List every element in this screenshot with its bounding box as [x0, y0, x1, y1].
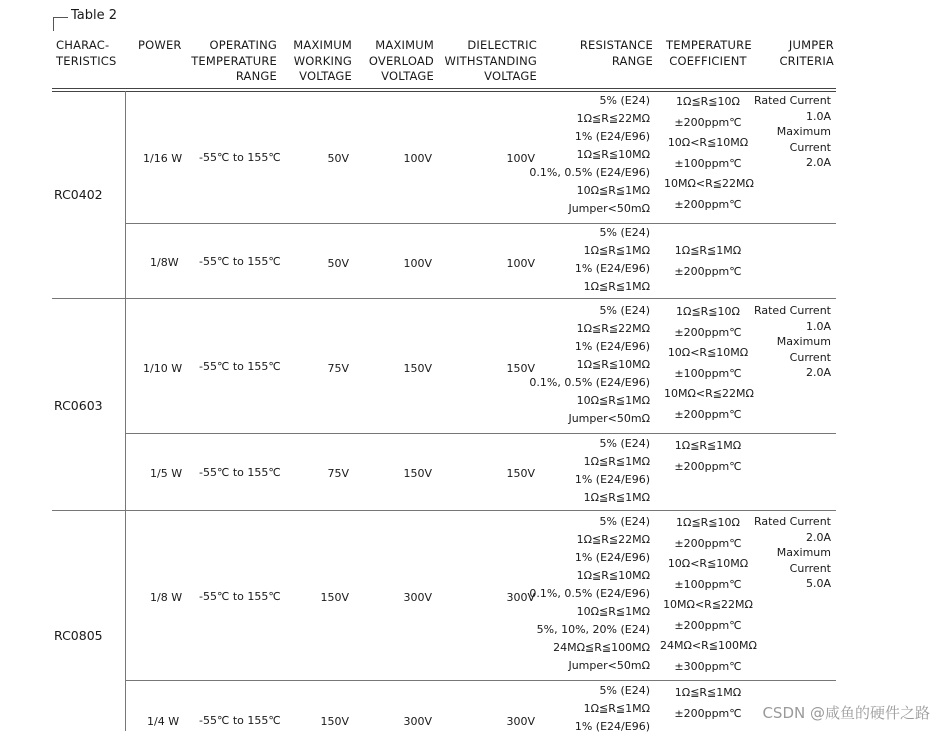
max-overload-voltage: 150V — [403, 362, 432, 375]
temperature-range: -55℃ to 155℃ — [199, 255, 281, 268]
resistance-range-list: 5% (E24) 1Ω≦R≦1MΩ 1% (E24/E96) 1Ω≦R≦1MΩ — [574, 437, 650, 504]
dielectric-voltage: 100V — [506, 152, 535, 165]
power-value: 1/8W — [150, 256, 179, 269]
row-divider — [126, 223, 836, 224]
max-working-voltage: 50V — [327, 152, 349, 165]
temperature-range: -55℃ to 155℃ — [199, 714, 281, 727]
temperature-coefficient-list: 1Ω≦R≦10Ω ±200ppm℃ 10Ω<R≦10MΩ ±100ppm℃ 10MΩ<R≦22MΩ ±200ppm℃ 24MΩ<R≦100MΩ ±300ppm℃ — [660, 516, 757, 673]
temperature-range: -55℃ to 155℃ — [199, 360, 281, 373]
dielectric-voltage: 100V — [506, 257, 535, 270]
max-overload-voltage: 300V — [403, 715, 432, 728]
dielectric-voltage: 300V — [506, 715, 535, 728]
power-value: 1/10 W — [143, 362, 183, 375]
resistance-range-list: 5% (E24) 1Ω≦R≦22MΩ 1% (E24/E96) 1Ω≦R≦10MΩ 0.1%, 0.5% (E24/E96) 10Ω≦R≦1MΩ Jumper<50mΩ — [529, 94, 650, 215]
header-max-overload-voltage: MAXIMUM OVERLOAD VOLTAGE — [368, 38, 434, 83]
temperature-range: -55℃ to 155℃ — [199, 151, 281, 164]
header-power: POWER — [138, 38, 182, 52]
dielectric-voltage: 300V — [506, 591, 535, 604]
dielectric-voltage: 150V — [506, 362, 535, 375]
max-overload-voltage: 100V — [403, 152, 432, 165]
max-overload-voltage: 300V — [403, 591, 432, 604]
max-working-voltage: 50V — [327, 257, 349, 270]
max-working-voltage: 75V — [327, 362, 349, 375]
header-jumper-criteria: JUMPER CRITERIA — [779, 38, 834, 68]
resistance-range-list: 5% (E24) 1Ω≦R≦22MΩ 1% (E24/E96) 1Ω≦R≦10MΩ 0.1%, 0.5% (E24/E96) 10Ω≦R≦1MΩ Jumper<50mΩ — [529, 304, 650, 425]
max-working-voltage: 150V — [320, 591, 349, 604]
temperature-coefficient-list: 1Ω≦R≦10Ω ±200ppm℃ 10Ω<R≦10MΩ ±100ppm℃ 10MΩ<R≦22MΩ ±200ppm℃ — [664, 305, 754, 421]
temperature-coefficient-list: 1Ω≦R≦1MΩ ±200ppm℃ — [674, 686, 742, 720]
resistance-range-list: 5% (E24) 1Ω≦R≦22MΩ 1% (E24/E96) 1Ω≦R≦10MΩ 0.1%, 0.5% (E24/E96) 10Ω≦R≦1MΩ 5%, 10%, 20% (E24) 24MΩ≦R≦100MΩ Jumper<50mΩ — [529, 515, 650, 672]
header-max-working-voltage: MAXIMUM WORKING VOLTAGE — [293, 38, 352, 83]
jumper-criteria-list: Rated Current 1.0A Maximum Current 2.0A — [753, 94, 831, 169]
group-divider — [52, 510, 836, 511]
jumper-criteria-list: Rated Current 2.0A Maximum Current 5.0A — [753, 515, 831, 590]
header-operating-temperature: OPERATING TEMPERATURE RANGE — [191, 38, 277, 83]
group-divider — [52, 298, 836, 299]
type-label-rc0402: RC0402 — [54, 187, 103, 202]
power-value: 1/5 W — [150, 467, 183, 480]
type-column-divider — [125, 91, 126, 731]
header-characteristics: CHARAC- TERISTICS — [56, 38, 117, 68]
header-temperature-coefficient: TEMPERATURE COEFFICIENT — [666, 38, 752, 68]
power-value: 1/4 W — [147, 715, 180, 728]
type-label-rc0805: RC0805 — [54, 628, 103, 643]
row-divider — [126, 433, 836, 434]
max-working-voltage: 75V — [327, 467, 349, 480]
resistance-range-list: 5% (E24) 1Ω≦R≦1MΩ 1% (E24/E96) 1Ω≦R≦1MΩ — [574, 226, 650, 293]
temperature-coefficient-list: 1Ω≦R≦1MΩ ±200ppm℃ — [674, 244, 742, 278]
max-working-voltage: 150V — [320, 715, 349, 728]
power-value: 1/8 W — [150, 591, 183, 604]
temperature-coefficient-list: 1Ω≦R≦10Ω ±200ppm℃ 10Ω<R≦10MΩ ±100ppm℃ 10MΩ<R≦22MΩ ±200ppm℃ — [664, 95, 754, 211]
type-label-rc0603: RC0603 — [54, 398, 103, 413]
resistance-range-list: 5% (E24) 1Ω≦R≦1MΩ 1% (E24/E96) — [574, 684, 650, 733]
power-value: 1/16 W — [143, 152, 183, 165]
temperature-range: -55℃ to 155℃ — [199, 466, 281, 479]
dielectric-voltage: 150V — [506, 467, 535, 480]
table-caption: Table 2 — [53, 8, 117, 23]
max-overload-voltage: 100V — [403, 257, 432, 270]
header-dielectric-voltage: DIELECTRIC WITHSTANDING VOLTAGE — [444, 38, 537, 83]
temperature-coefficient-list: 1Ω≦R≦1MΩ ±200ppm℃ — [674, 439, 742, 473]
watermark: CSDN @咸鱼的硬件之路 — [762, 704, 930, 722]
temperature-range: -55℃ to 155℃ — [199, 590, 281, 603]
header-rule — [52, 88, 836, 89]
header-resistance-range: RESISTANCE RANGE — [579, 38, 653, 68]
row-divider — [126, 680, 836, 681]
jumper-criteria-list: Rated Current 1.0A Maximum Current 2.0A — [753, 304, 831, 379]
max-overload-voltage: 150V — [403, 467, 432, 480]
